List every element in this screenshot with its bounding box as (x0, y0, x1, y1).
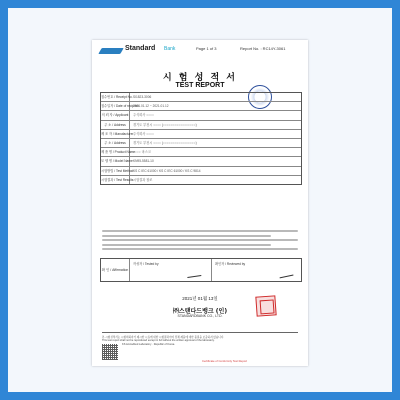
signature-divider (211, 259, 212, 281)
report-info-table (100, 92, 302, 185)
table-row (101, 130, 301, 139)
test-report-document (92, 40, 308, 366)
note-line (102, 235, 271, 237)
table-row (101, 93, 301, 102)
row-value: KN95-5581-10 (133, 159, 154, 164)
row-label: 시험결과 / Test Results (101, 176, 130, 184)
tested-by-label: 작성자 / Tested by (133, 262, 159, 266)
reviewed-by-label: 확인자 / Reviewed by (215, 262, 246, 266)
row-value: ○○○○ 마스크 (133, 150, 151, 155)
table-row (101, 148, 301, 157)
table-row (101, 111, 301, 120)
row-value: 경기도 부천시 ○○○○ (○○○○○○○○○○○○○○○○○) (133, 122, 197, 127)
row-value: 주식회사 ○○○○ (133, 113, 154, 118)
row-label: 제 품 명 / Product Name (101, 148, 130, 156)
stamp-inner-border (260, 299, 275, 314)
note-line (102, 248, 298, 250)
note-line (102, 244, 271, 246)
footer-line-1: 본 시험성적서는 시험의뢰자가 제시한 시료에 대한 시험결과이며 전체 제품에 대한 품질을 보증하지 않습니다. (102, 336, 225, 339)
row-label: 모 델 명 / Model Name (101, 157, 130, 165)
table-row (101, 157, 301, 166)
row-label: 의 뢰 자 / Applicant (101, 111, 130, 119)
table-row (101, 176, 301, 184)
issuing-company-english: STANDARDBANK CO., LTD. (177, 314, 223, 318)
company-seal-stamp-icon (255, 295, 276, 316)
row-value: KS C IEC 61000 / KS C IEC 61000 / KS C 9814 (133, 168, 201, 173)
affirmation-label: 확 인 / Affirmation (101, 259, 130, 281)
page-number: Page 1 of 3 (196, 46, 217, 51)
row-value: 경기도 부천시 ○○○○ (○○○○○○○○○○○○○○○○○) (133, 140, 197, 145)
row-label: 접수번호 / Receipt No. (101, 93, 130, 101)
footer-divider (102, 332, 298, 333)
title-korean: 시 험 성 적 서 (162, 73, 237, 83)
row-label: 접수일자 / Date of recipient (101, 102, 130, 110)
row-label: 제 조 자 / Manufacturer (101, 130, 130, 138)
footer-line-3: KS Accredited Laboratory · Republic of Korea (122, 343, 175, 346)
row-label: 시험방법 / Test Method (101, 167, 130, 175)
report-number: Report No. : RC14Y-3061 (240, 46, 286, 51)
report-notes (102, 228, 298, 252)
table-row (101, 167, 301, 176)
title-english: TEST REPORT (175, 82, 225, 89)
standardbank-logo-icon (98, 48, 123, 54)
note-line (102, 239, 298, 241)
reviewer-signature (279, 270, 294, 279)
verification-text: Certificate of Conformity Test Report (202, 359, 248, 363)
note-line (102, 230, 298, 232)
document-header (92, 40, 308, 60)
row-value: 주식회사 ○○○○ (133, 131, 154, 136)
row-label: 주 소 / Address (101, 139, 130, 147)
row-label: 주 소 / Address (101, 121, 130, 129)
table-row (101, 139, 301, 148)
footer-line-2: This test report shall not be reproduced except in full without the written approval of the laboratory. (102, 339, 215, 342)
row-value: SI1823-3006 (133, 95, 152, 99)
tester-signature (187, 270, 202, 278)
table-row (101, 102, 301, 111)
brand-name: Standard (125, 45, 156, 52)
issue-date: 2021년 01월 13일 (182, 296, 218, 301)
signature-table (100, 258, 302, 282)
brand-sub: Bank (164, 46, 176, 52)
row-value: 2021.01.12 ~ 2021.01.12 (133, 104, 169, 109)
issuing-company: ㈜스탠다드뱅크 (인) (172, 308, 228, 315)
table-row (101, 121, 301, 130)
row-value: 시험결과 참조 (133, 177, 153, 182)
qr-code-icon (102, 344, 118, 360)
